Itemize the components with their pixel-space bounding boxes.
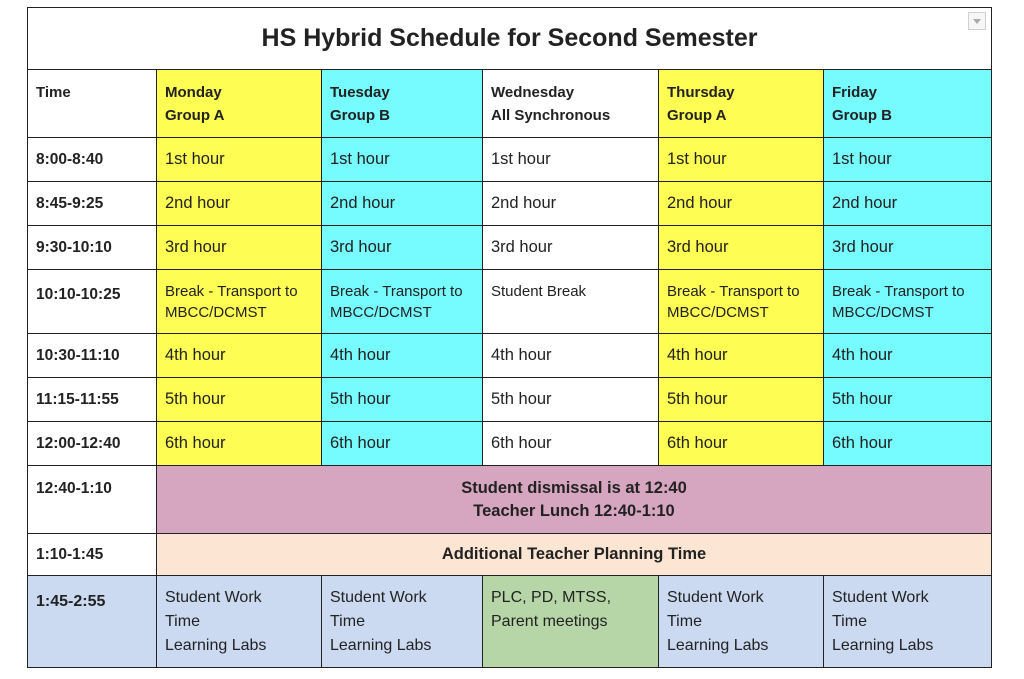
schedule-table <box>27 7 992 668</box>
time-cell: 10:10-10:25 <box>28 270 157 334</box>
header-wednesday: Wednesday All Synchronous <box>483 70 659 138</box>
table-row <box>28 182 992 226</box>
time-cell: 8:00-8:40 <box>28 138 157 182</box>
header-time: Time <box>28 70 157 138</box>
table-cell: 3rd hour <box>659 226 824 270</box>
table-cell: Student Work Time Learning Labs <box>659 576 824 668</box>
table-cell: 4th hour <box>659 334 824 378</box>
table-cell: 2nd hour <box>483 182 659 226</box>
table-cell: Student Break <box>483 270 659 334</box>
table-cell: 6th hour <box>157 422 322 466</box>
table-row <box>28 422 992 466</box>
table-row <box>28 334 992 378</box>
planning-row <box>28 534 992 576</box>
table-cell: 5th hour <box>157 378 322 422</box>
work-time-row <box>28 576 992 668</box>
table-cell: 1st hour <box>824 138 992 182</box>
lunch-row <box>28 466 992 534</box>
time-cell: 8:45-9:25 <box>28 182 157 226</box>
table-cell: Break - Transport to MBCC/DCMST <box>659 270 824 334</box>
time-cell: 1:45-2:55 <box>28 576 157 668</box>
table-cell: 3rd hour <box>483 226 659 270</box>
table-cell: 2nd hour <box>157 182 322 226</box>
table-cell: 1st hour <box>157 138 322 182</box>
time-cell: 12:40-1:10 <box>28 466 157 534</box>
table-row <box>28 378 992 422</box>
table-cell: 1st hour <box>483 138 659 182</box>
time-cell: 9:30-10:10 <box>28 226 157 270</box>
table-cell: 2nd hour <box>659 182 824 226</box>
header-row <box>28 70 992 138</box>
header-tuesday: Tuesday Group B <box>322 70 483 138</box>
table-row <box>28 226 992 270</box>
time-cell: 11:15-11:55 <box>28 378 157 422</box>
table-cell: 3rd hour <box>824 226 992 270</box>
table-cell: 2nd hour <box>322 182 483 226</box>
table-row <box>28 270 992 334</box>
title-cell <box>28 8 992 70</box>
table-cell: 5th hour <box>483 378 659 422</box>
table-cell: 6th hour <box>824 422 992 466</box>
header-friday: Friday Group B <box>824 70 992 138</box>
table-cell: Student Work Time Learning Labs <box>322 576 483 668</box>
table-cell: Break - Transport to MBCC/DCMST <box>322 270 483 334</box>
table-cell: 4th hour <box>157 334 322 378</box>
table-cell: 5th hour <box>824 378 992 422</box>
table-cell: 4th hour <box>483 334 659 378</box>
table-cell: 5th hour <box>659 378 824 422</box>
table-cell: 4th hour <box>322 334 483 378</box>
table-cell: 3rd hour <box>157 226 322 270</box>
header-monday: Monday Group A <box>157 70 322 138</box>
time-cell: 1:10-1:45 <box>28 534 157 576</box>
table-cell: Break - Transport to MBCC/DCMST <box>824 270 992 334</box>
table-cell: 5th hour <box>322 378 483 422</box>
time-cell: 12:00-12:40 <box>28 422 157 466</box>
table-cell: 6th hour <box>322 422 483 466</box>
table-cell: 6th hour <box>483 422 659 466</box>
lunch-line-2: Teacher Lunch 12:40-1:10 <box>473 501 675 520</box>
table-cell: Break - Transport to MBCC/DCMST <box>157 270 322 334</box>
lunch-cell <box>157 466 992 534</box>
table-cell: 6th hour <box>659 422 824 466</box>
table-cell: 1st hour <box>659 138 824 182</box>
table-cell: Student Work Time Learning Labs <box>157 576 322 668</box>
table-cell: 1st hour <box>322 138 483 182</box>
table-cell: PLC, PD, MTSS, Parent meetings <box>483 576 659 668</box>
page-title: HS Hybrid Schedule for Second Semester <box>261 24 758 52</box>
table-cell: 3rd hour <box>322 226 483 270</box>
table-cell: 4th hour <box>824 334 992 378</box>
table-cell: Student Work Time Learning Labs <box>824 576 992 668</box>
table-cell: 2nd hour <box>824 182 992 226</box>
lunch-line-1: Student dismissal is at 12:40 <box>461 478 687 497</box>
time-cell: 10:30-11:10 <box>28 334 157 378</box>
table-row <box>28 138 992 182</box>
planning-cell: Additional Teacher Planning Time <box>157 534 992 576</box>
header-thursday: Thursday Group A <box>659 70 824 138</box>
